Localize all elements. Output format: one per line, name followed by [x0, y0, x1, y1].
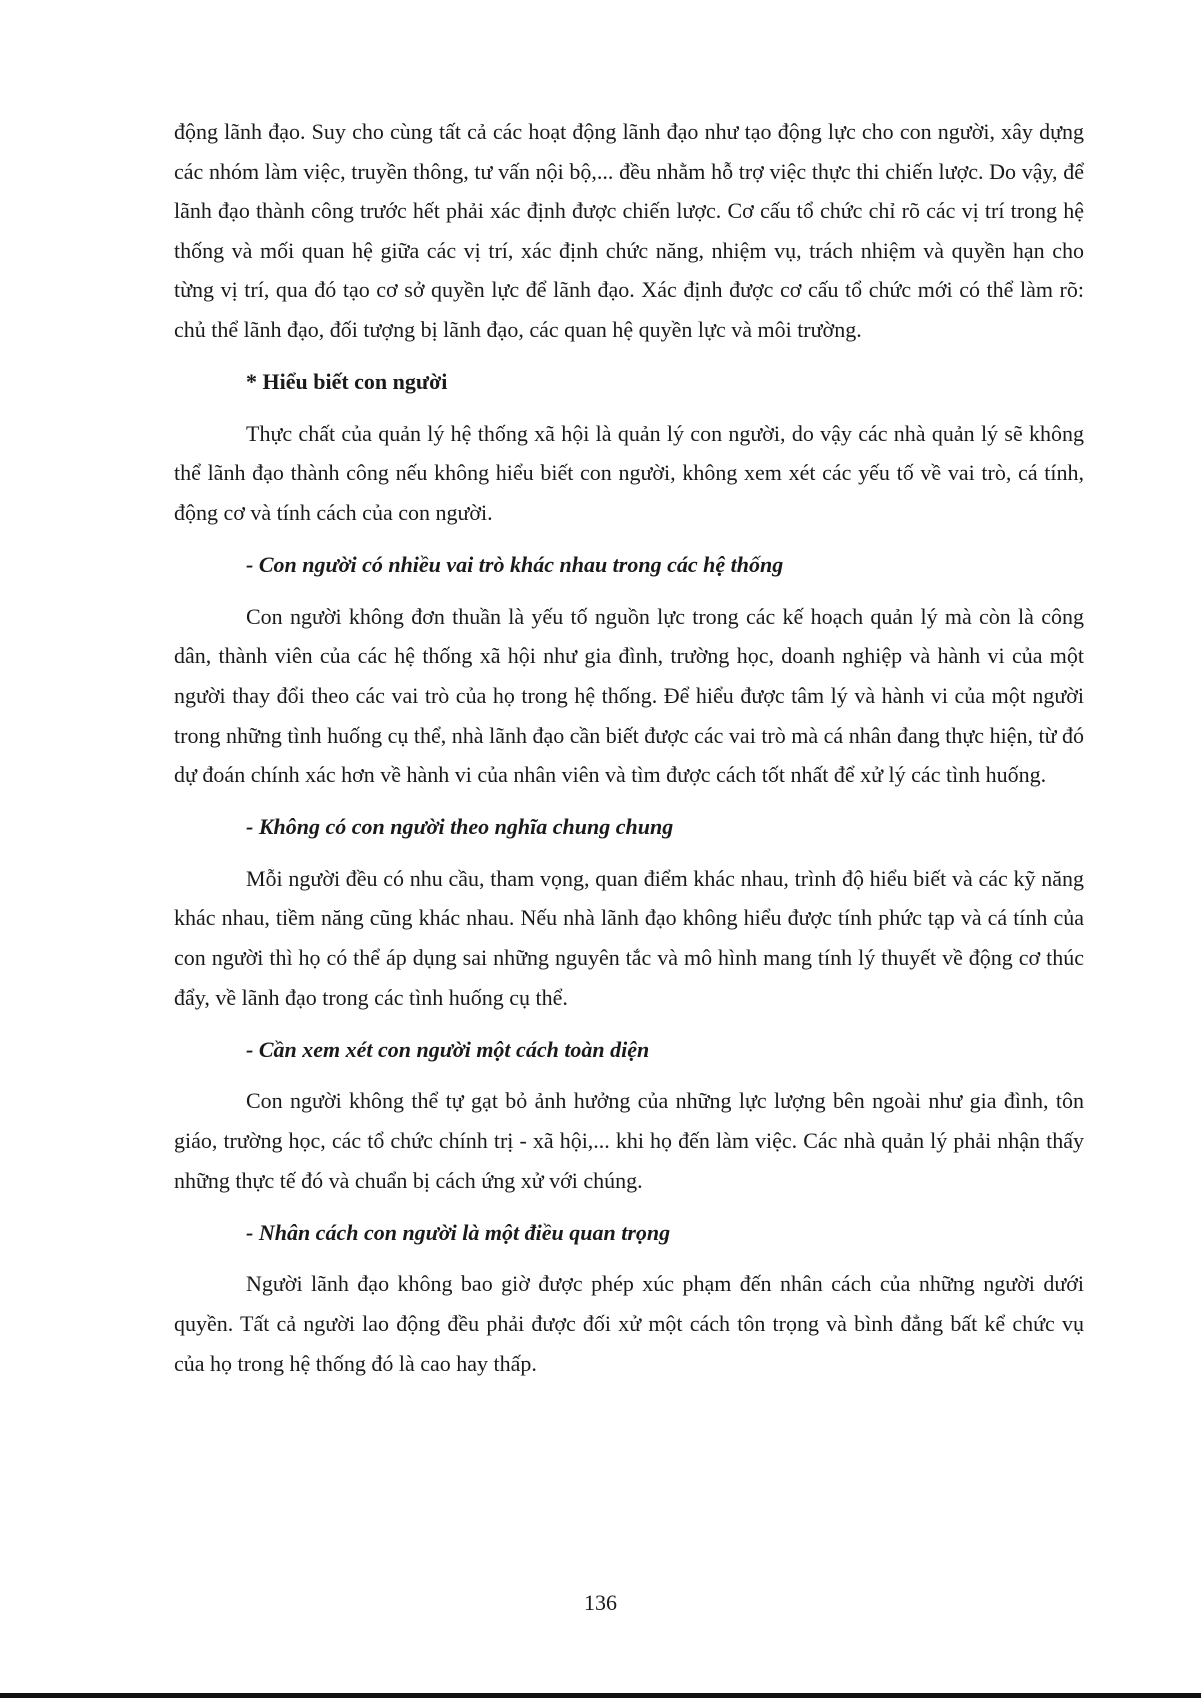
paragraph-understanding-people: Thực chất của quản lý hệ thống xã hội là quản lý con người, do vậy các nhà quản lý sẽ không thể lãnh đạo thành công nếu không hiểu biết con người, không xem xét các yếu tố về vai trò, cá tính, động cơ và tính cách của con người. [174, 420, 1084, 525]
paragraph-strategy-structure: động lãnh đạo. Suy cho cùng tất cả các hoạt động lãnh đạo như tạo động lực cho con người, xây dựng các nhóm làm việc, truyền thông, tư vấn nội bộ,... đều nhằm hỗ trợ việc thực thi chiến lược. Do vậy, để lãnh đạo thành công trước hết phải xác định được chiến lược. Cơ cấu tổ chức chỉ rõ các vị trí trong hệ thống và mối quan hệ giữa các vị trí, xác định chức năng, nhiệm vụ, trách nhiệm và quyền hạn cho từng vị trí, qua đó tạo cơ sở quyền lực để lãnh đạo. Xác định được cơ cấu tổ chức mới có thể làm rõ: chủ thể lãnh đạo, đối tượng bị lãnh đạo, các quan hệ quyền lực và môi trường. [174, 119, 1084, 342]
page-body [174, 112, 1084, 1395]
heading-no-generic-person: - Không có con người theo nghĩa chung chung [246, 813, 674, 839]
heading-understanding-people: * Hiểu biết con người [246, 368, 448, 394]
paragraph-personality-matters: Người lãnh đạo không bao giờ được phép xúc phạm đến nhân cách của những người dưới quyền. Tất cả người lao động đều phải được đối xử một cách tôn trọng và bình đẳng bất kể chức vụ của họ trong hệ thống đó là cao hay thấp. [174, 1271, 1084, 1376]
paragraph-multiple-roles: Con người không đơn thuần là yếu tố nguồn lực trong các kế hoạch quản lý mà còn là công dân, thành viên của các hệ thống xã hội như gia đình, trường học, doanh nghiệp và hành vi của một người thay đổi theo các vai trò của họ trong hệ thống. Để hiểu được tâm lý và hành vi của một người trong những tình huống cụ thể, nhà lãnh đạo cần biết được các vai trò mà cá nhân đang thực hiện, từ đó dự đoán chính xác hơn về hành vi của nhân viên và tìm được cách tốt nhất để xử lý các tình huống. [174, 603, 1084, 788]
heading-holistic-view: - Cần xem xét con người một cách toàn diện [246, 1036, 650, 1062]
paragraph-no-generic-person: Mỗi người đều có nhu cầu, tham vọng, quan điểm khác nhau, trình độ hiểu biết và các kỹ năng khác nhau, tiềm năng cũng khác nhau. Nếu nhà lãnh đạo không hiểu được tính phức tạp và cá tính của con người thì họ có thể áp dụng sai những nguyên tắc và mô hình mang tính lý thuyết về động cơ thúc đẩy, về lãnh đạo trong các tình huống cụ thể. [174, 865, 1084, 1010]
page-number: 136 [584, 1590, 617, 1615]
paragraph-holistic-view: Con người không thể tự gạt bỏ ảnh hưởng của những lực lượng bên ngoài như gia đình, tôn giáo, trường học, các tổ chức chính trị - xã hội,... khi họ đến làm việc. Các nhà quản lý phải nhận thấy những thực tế đó và chuẩn bị cách ứng xử với chúng. [174, 1088, 1084, 1193]
heading-personality-matters: - Nhân cách con người là một điều quan trọng [246, 1219, 671, 1245]
bottom-border [0, 1693, 1201, 1698]
heading-multiple-roles: - Con người có nhiều vai trò khác nhau trong các hệ thống [246, 551, 784, 577]
